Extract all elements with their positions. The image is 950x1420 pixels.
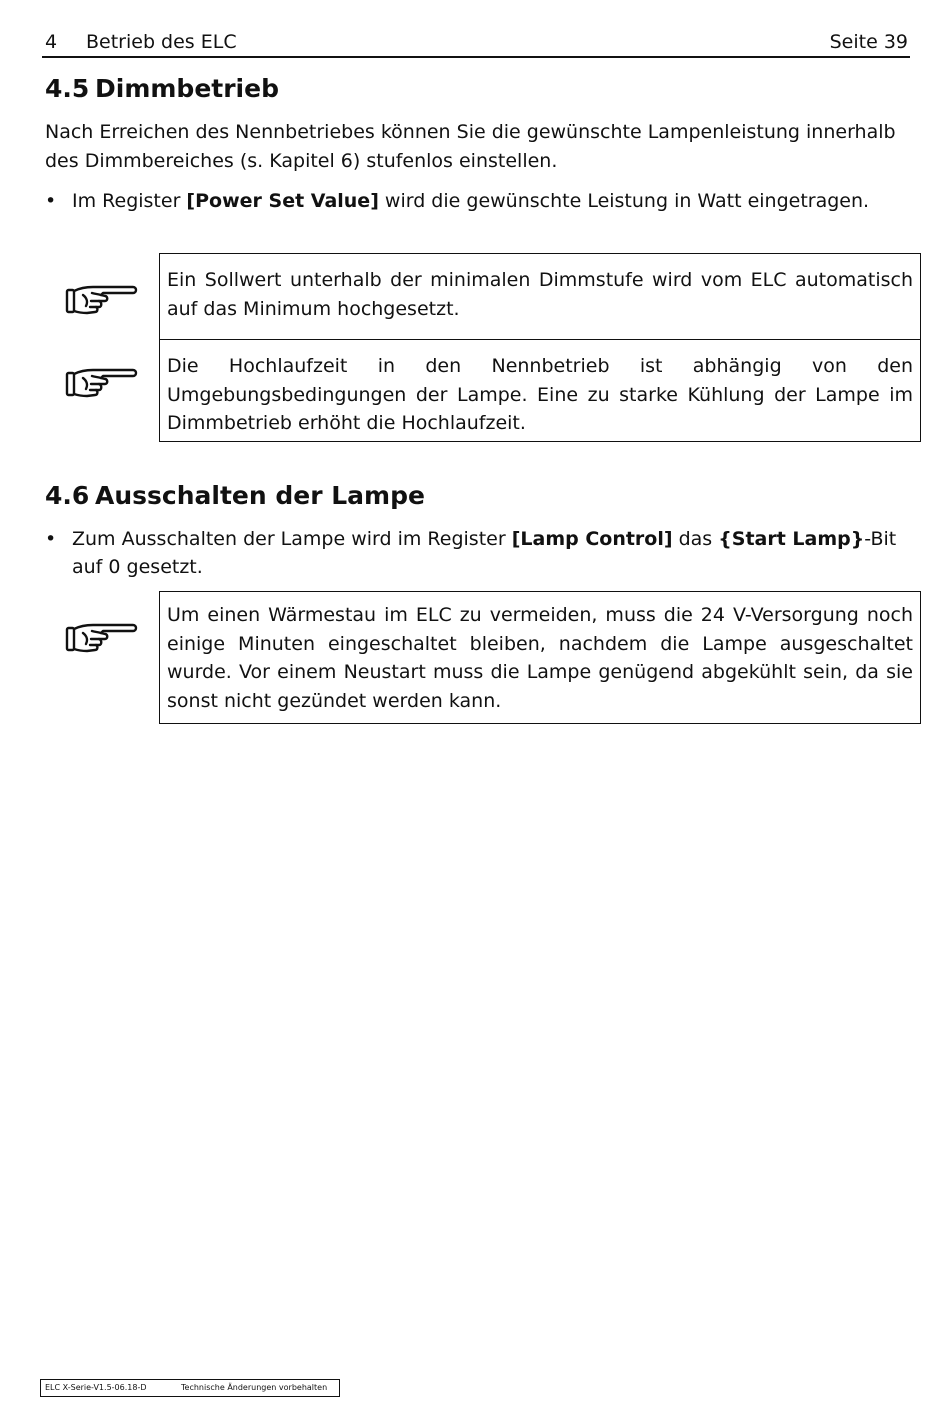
note-box-ausschalten: [159, 591, 921, 724]
bit-name: {Start Lamp}: [718, 528, 865, 550]
section-title: Dimmbetrieb: [95, 74, 279, 103]
section-number: 4.5: [45, 74, 90, 103]
section-number: 4.6: [45, 481, 90, 510]
intro-paragraph: Nach Erreichen des Nennbetriebes können Sie die gewünschte Lampenleistung innerhalb des Dimmbereiches (s. Kapitel 6) stufenlos einstellen.: [45, 121, 896, 172]
section-title: Ausschalten der Lampe: [95, 481, 425, 510]
note-text: Um einen Wärmestau im ELC zu vermeiden, muss die 24 V-Versorgung noch einige Minuten eingeschaltet bleiben, nachdem die Lampe ausgeschaltet wurde. Vor einem Neustart muss die Lampe genügend abgekühlt sein, da sie sonst nicht gezündet werden kann.: [167, 604, 913, 712]
header-chapter-number: 4: [45, 31, 58, 53]
register-name: [Lamp Control]: [511, 528, 673, 550]
bullet-dot: •: [45, 528, 57, 550]
footer-notice: Technische Änderungen vorbehalten: [181, 1383, 328, 1392]
bullet-lamp-control: • Zum Ausschalten der Lampe wird im Register [Lamp Control] das {Start Lamp}-Bit auf 0 gesetzt.: [45, 525, 911, 581]
register-name: [Power Set Value]: [186, 190, 379, 212]
footer: [40, 1379, 340, 1397]
pointing-hand-icon: [65, 282, 139, 318]
running-header: [42, 30, 910, 58]
header-page-number: Seite 39: [829, 31, 908, 53]
footer-document-id: ELC X-Serie-V1.5-06.18-D: [45, 1383, 147, 1392]
section-heading-dimmbetrieb: [45, 74, 279, 104]
bullet-power-set-value: • Im Register [Power Set Value] wird die gewünschte Leistung in Watt eingetragen.: [45, 187, 911, 215]
note-text: Ein Sollwert unterhalb der minimalen Dimmstufe wird vom ELC automatisch auf das Minimum hochgesetzt.: [167, 269, 913, 320]
note-text: Die Hochlaufzeit in den Nennbetrieb ist abhängig von den Umgebungsbedingungen der Lampe. Eine zu starke Kühlung der Lampe im Dimmbetrieb erhöht die Hochlaufzeit.: [160, 339, 920, 441]
section-heading-ausschalten: [45, 481, 425, 511]
pointing-hand-icon: [65, 365, 139, 401]
bullet-dot: •: [45, 190, 57, 212]
pointing-hand-icon: [65, 620, 139, 656]
header-chapter-title: Betrieb des ELC: [86, 31, 237, 53]
note-box-dimmbetrieb: [159, 253, 921, 442]
